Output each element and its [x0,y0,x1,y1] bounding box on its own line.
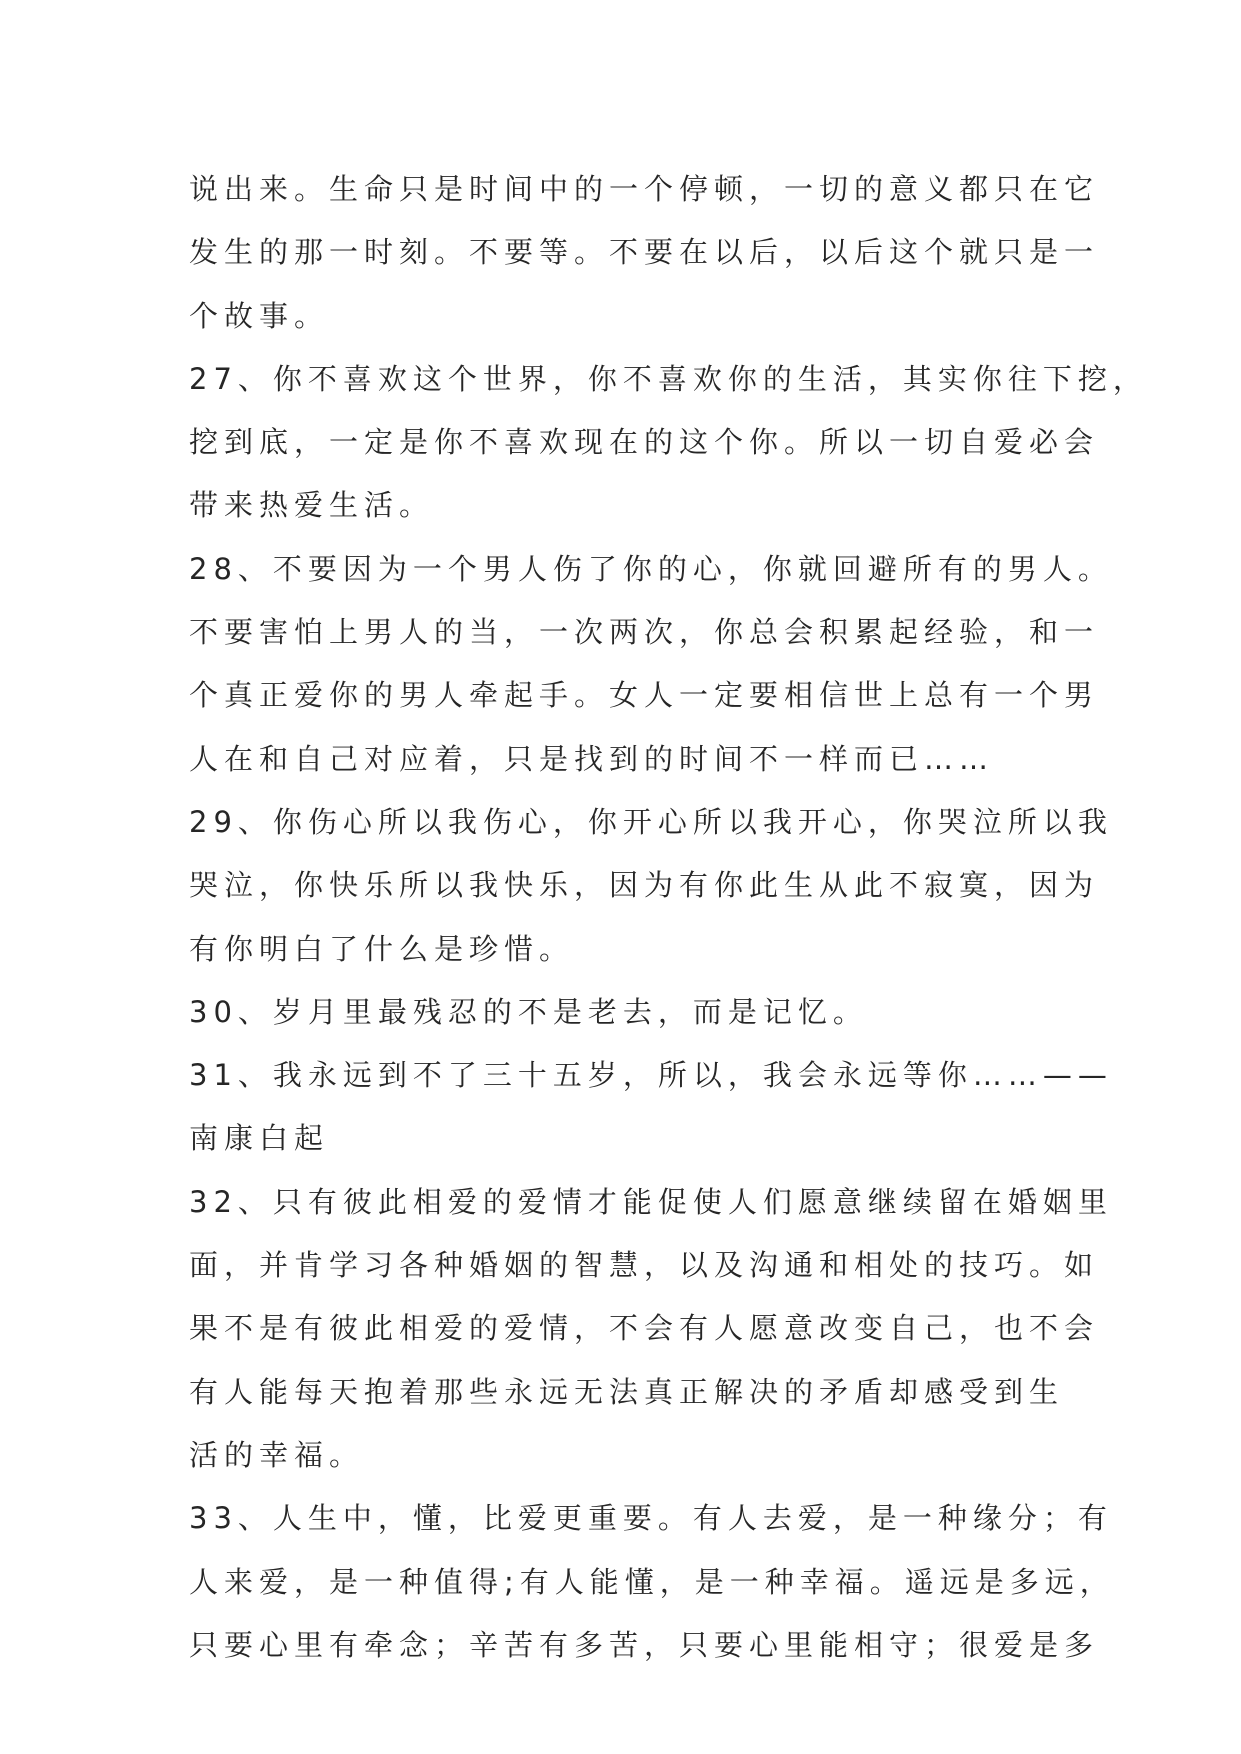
text-line: 挖到底，一定是你不喜欢现在的这个你。所以一切自爱必会 [189,425,1100,460]
text-line: 33、人生中，懂，比爱更重要。有人去爱，是一种缘分；有 [189,1501,1113,1536]
text-line: 28、不要因为一个男人伤了你的心，你就回避所有的男人。 [189,551,1113,586]
text-line: 带来热爱生活。 [189,488,435,523]
text-line: 面，并肯学习各种婚姻的智慧，以及沟通和相处的技巧。如 [189,1248,1100,1283]
text-line: 哭泣，你快乐所以我快乐，因为有你此生从此不寂寞，因为 [189,868,1100,903]
text-line: 个真正爱你的男人牵起手。女人一定要相信世上总有一个男 [189,678,1100,713]
text-line: 说出来。生命只是时间中的一个停顿，一切的意义都只在它 [189,172,1100,206]
text-line: 有人能每天抱着那些永远无法真正解决的矛盾却感受到生 [189,1374,1065,1409]
text-line: 32、只有彼此相爱的爱情才能促使人们愿意继续留在婚姻里 [189,1184,1113,1219]
text-line: 有你明白了什么是珍惜。 [189,931,575,966]
text-line: 31、我永远到不了三十五岁，所以，我会永远等你……—— [189,1058,1113,1093]
text-line: 人来爱，是一种值得;有人能懂，是一种幸福。遥远是多远， [189,1564,1115,1599]
text-line: 人在和自己对应着，只是找到的时间不一样而已…… [189,741,995,776]
text-line: 个故事。 [189,298,330,333]
text-line: 果不是有彼此相爱的爱情，不会有人愿意改变自己，也不会 [189,1311,1100,1346]
text-line: 不要害怕上男人的当，一次两次，你总会积累起经验，和一 [189,615,1100,650]
text-line: 活的幸福。 [189,1437,365,1472]
text-line: 南康白起 [189,1121,330,1156]
text-line: 30、岁月里最残忍的不是老去，而是记忆。 [189,994,868,1029]
text-line: 29、你伤心所以我伤心，你开心所以我开心，你哭泣所以我 [189,804,1113,839]
text-line: 只要心里有牵念；辛苦有多苦，只要心里能相守；很爱是多 [189,1627,1100,1662]
body-text [189,158,1148,1677]
text-line: 发生的那一时刻。不要等。不要在以后，以后这个就只是一 [189,235,1100,270]
text-line: 27、你不喜欢这个世界，你不喜欢你的生活，其实你往下挖， [189,361,1148,396]
